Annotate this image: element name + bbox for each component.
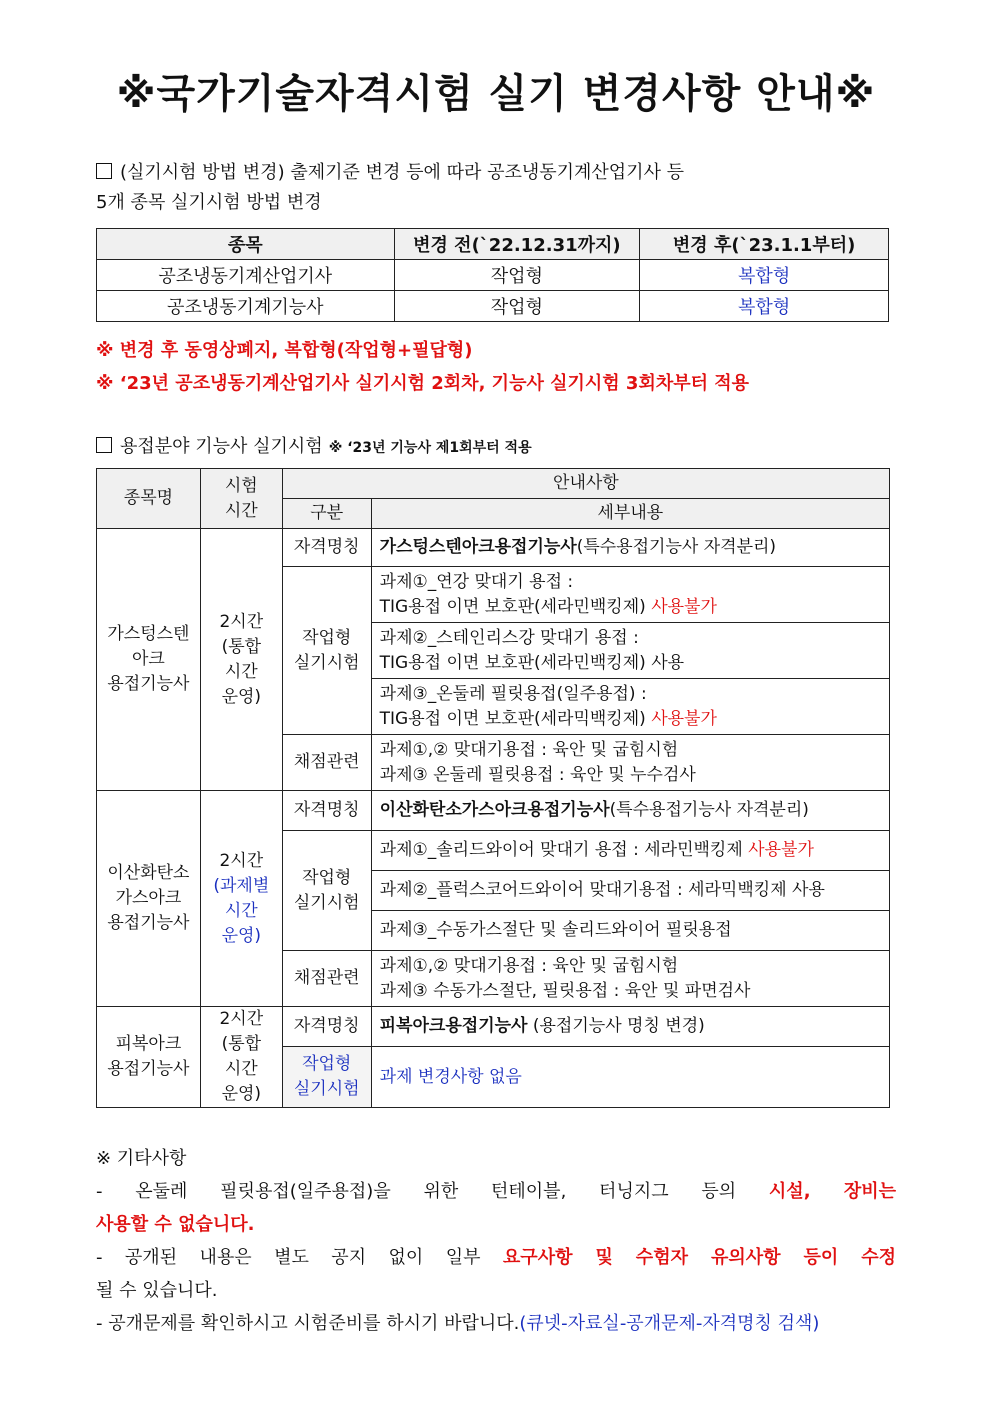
section1-heading bbox=[96, 158, 896, 218]
other-notes bbox=[96, 1142, 896, 1340]
detail-task: 과제②_스테인리스강 맞대기 용접 : TIG용접 이면 보호판(세라민백킹제) 사용 bbox=[371, 623, 889, 679]
table-row bbox=[97, 791, 890, 831]
exam-time: 2시간 (과제별 시간 운영) bbox=[200, 791, 282, 1007]
item-name: 가스텅스텐 아크 용접기능사 bbox=[97, 529, 201, 791]
checkbox-square-icon bbox=[96, 163, 112, 179]
table-header-row bbox=[97, 229, 889, 260]
note-item-cont: 사용할 수 없습니다. bbox=[96, 1214, 255, 1235]
item-name: 이산화탄소 가스아크 용접기능사 bbox=[97, 791, 201, 1007]
exam-time: 2시간 (통합 시간 운영) bbox=[200, 529, 282, 791]
detail-task: 과제③_수동가스절단 및 솔리드와이어 필릿용접 bbox=[371, 911, 889, 951]
note-item: ※ ‘23년 공조냉동기계산업기사 실기시험 2회차, 기능사 실기시험 3회차부터 적용 bbox=[96, 373, 750, 394]
other-notes-heading: ※ 기타사항 bbox=[96, 1148, 187, 1169]
category-grade: 채점관련 bbox=[282, 735, 371, 791]
section2-heading-text: 용접분야 기능사 실기시험 bbox=[120, 436, 323, 457]
change-table bbox=[96, 228, 889, 322]
note-item: - 온둘레 필릿용접(일주용접)을 위한 턴테이블, 터닝지그 등의 시설, 장비는 bbox=[96, 1181, 897, 1202]
detail-task: 과제③_온둘레 필릿용접(일주용접) : TIG용접 이면 보호판(세라믹백킹제) 사용불가 bbox=[371, 679, 889, 735]
page-title: ※국가기술자격시험 실기 변경사항 안내※ bbox=[116, 71, 876, 117]
section1-notes bbox=[96, 334, 896, 400]
note-item: ※ 변경 후 동영상폐지, 복합형(작업형+필답형) bbox=[96, 340, 473, 361]
welding-table bbox=[96, 468, 890, 1108]
header-category: 구분 bbox=[282, 499, 371, 529]
header-item: 종목 bbox=[97, 229, 395, 260]
header-info: 안내사항 bbox=[282, 469, 889, 499]
note-item-cont: 될 수 있습니다. bbox=[96, 1280, 218, 1301]
detail-title: 피복아크용접기능사 (용접기능사 명칭 변경) bbox=[371, 1007, 889, 1047]
after-value: 복합형 bbox=[640, 291, 889, 322]
detail-task: 과제 변경사항 없음 bbox=[371, 1047, 889, 1108]
note-item: - 공개문제를 확인하시고 시험준비를 하시기 바랍니다.(큐넷-자료실-공개문제-자격명칭 검색) bbox=[96, 1313, 820, 1334]
after-value: 복합형 bbox=[640, 260, 889, 291]
exam-time: 2시간 (통합 시간 운영) bbox=[200, 1007, 282, 1108]
category-title: 자격명칭 bbox=[282, 529, 371, 567]
header-time: 시험 시간 bbox=[200, 469, 282, 529]
table-row bbox=[97, 529, 890, 567]
table-row bbox=[97, 291, 889, 322]
checkbox-square-icon bbox=[96, 437, 112, 453]
detail-grade: 과제①,② 맞대기용접 : 육안 및 굽힘시험 과제③ 수동가스절단, 필릿용접 : 육안 및 파면검사 bbox=[371, 951, 889, 1007]
header-detail: 세부내용 bbox=[371, 499, 889, 529]
detail-title: 가스텅스텐아크용접기능사(특수용접기능사 자격분리) bbox=[371, 529, 889, 567]
note-item: - 공개된 내용은 별도 공지 없이 일부 요구사항 및 수험자 유의사항 등이 수정 bbox=[96, 1247, 896, 1268]
section2-heading bbox=[96, 432, 532, 458]
item-name: 공조냉동기계산업기사 bbox=[97, 260, 395, 291]
section2-heading-sub: ※ ‘23년 기능사 제1회부터 적용 bbox=[328, 440, 532, 456]
detail-title: 이산화탄소가스아크용접기능사(특수용접기능사 자격분리) bbox=[371, 791, 889, 831]
before-value: 작업형 bbox=[394, 260, 640, 291]
section1-heading-line1: (실기시험 방법 변경) 출제기준 변경 등에 따라 공조냉동기계산업기사 등 bbox=[120, 162, 685, 183]
section1-heading-line2: 5개 종목 실기시험 방법 변경 bbox=[96, 192, 322, 213]
category-grade: 채점관련 bbox=[282, 951, 371, 1007]
category-work: 작업형 실기시험 bbox=[282, 831, 371, 951]
header-name: 종목명 bbox=[97, 469, 201, 529]
item-name: 피복아크 용접기능사 bbox=[97, 1007, 201, 1108]
item-name: 공조냉동기계기능사 bbox=[97, 291, 395, 322]
detail-task: 과제②_플럭스코어드와이어 맞대기용접 : 세라믹백킹제 사용 bbox=[371, 871, 889, 911]
detail-task: 과제①_솔리드와이어 맞대기 용접 : 세라민백킹제 사용불가 bbox=[371, 831, 889, 871]
category-title: 자격명칭 bbox=[282, 791, 371, 831]
table-row bbox=[97, 1007, 890, 1047]
detail-task: 과제①_연강 맞대기 용접 : TIG용접 이면 보호판(세라민백킹제) 사용불가 bbox=[371, 567, 889, 623]
header-after: 변경 후(`23.1.1부터) bbox=[640, 229, 889, 260]
category-work: 작업형 실기시험 bbox=[282, 1047, 371, 1108]
before-value: 작업형 bbox=[394, 291, 640, 322]
category-work: 작업형 실기시험 bbox=[282, 567, 371, 735]
table-row bbox=[97, 260, 889, 291]
category-title: 자격명칭 bbox=[282, 1007, 371, 1047]
header-before: 변경 전(`22.12.31까지) bbox=[394, 229, 640, 260]
detail-grade: 과제①,② 맞대기용접 : 육안 및 굽힘시험 과제③ 온둘레 필릿용접 : 육안 및 누수검사 bbox=[371, 735, 889, 791]
